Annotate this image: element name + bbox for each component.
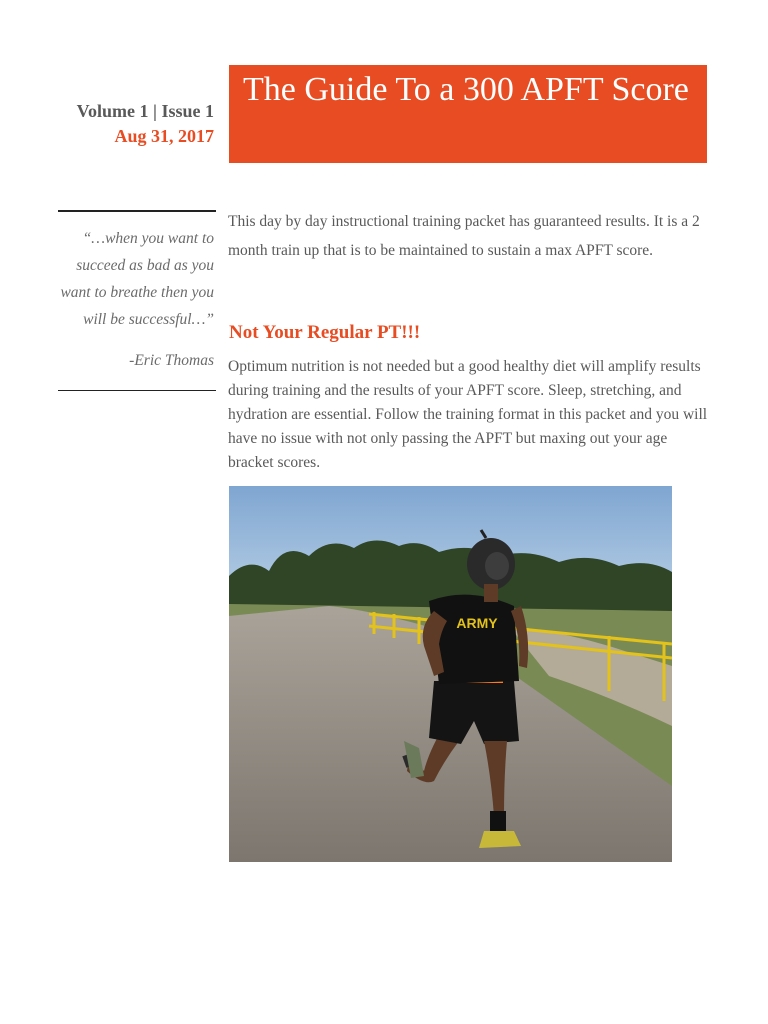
volume-issue: Volume 1 | Issue 1 <box>76 101 214 121</box>
issue-info <box>40 99 214 149</box>
section-paragraph: Optimum nutrition is not needed but a good healthy diet will amplify results during training and the results of your APFT score. Sleep, stretching, and hydration are essential. Follow the training format in this packet and you will have no issue with not only passing the APFT but maxing out your age bracket scores. <box>228 358 708 471</box>
page-title: The Guide To a 300 APFT Score <box>243 71 689 108</box>
intro-paragraph: This day by day instructional training packet has guaranteed results. It is a 2 month train up that is to be maintained to sustain a max APFT score. <box>228 213 700 259</box>
title-banner <box>229 65 707 163</box>
shirt-text: ARMY <box>456 615 498 631</box>
runner-photo <box>229 486 672 862</box>
section-heading: Not Your Regular PT!!! <box>229 322 421 343</box>
issue-date: Aug 31, 2017 <box>114 126 214 146</box>
runner-photo-illustration <box>229 486 672 862</box>
quote-author: -Eric Thomas <box>129 352 214 369</box>
quote-text: “…when you want to succeed as bad as you want to breathe then you will be successful…” <box>60 230 214 328</box>
pull-quote <box>58 210 216 391</box>
